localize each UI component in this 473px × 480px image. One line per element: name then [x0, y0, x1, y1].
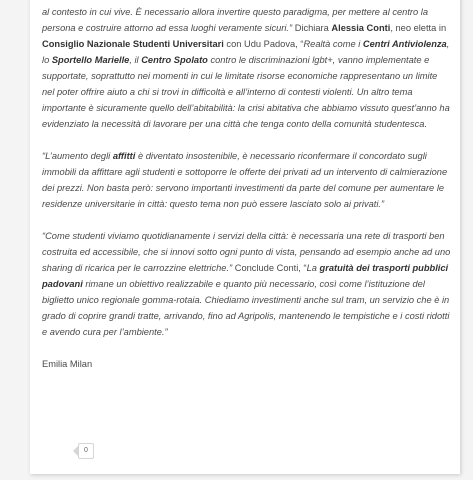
speaker-name: Alessia Conti	[331, 23, 391, 33]
text: , neo eletta in	[390, 23, 447, 33]
highlight: affitti	[112, 151, 136, 161]
text: con Udu Padova, “	[223, 39, 304, 49]
highlight: gratuità dei trasporti pubblici padovani	[42, 263, 449, 289]
organization-name: Consiglio Nazionale Studenti Universitari	[42, 39, 224, 49]
paragraph-1	[42, 4, 452, 132]
paragraph-3	[42, 228, 452, 340]
quote-text: Realtà come i Centri Antiviolenza, lo Sportello Marielle, il Centro Spolato contro le discriminazioni lgbt+, vanno implementate e supportate, soprattutto nei momenti in cui le limitate risorse economiche rappresentano un limite nel poter offrire aiuto a chi si trovi in difficoltà e all’interno di contesti violenti. Un altro tema importante è sicuramente quello dell’abitabilità: la crisi abitativa che abbiamo vissuto quest’anno ha evidenziato la necessità di lavorare per una città che tenga conto della comunità studentesca.	[42, 39, 450, 129]
quote-text: La gratuità dei trasporti pubblici padovani rimane un obiettivo realizzabile e quanto più necessario, così come l’istituzione del biglietto unico regionale gomma-rotaia. Chiediamo investimenti anche sul tram, un servizio che è in grado di coprire grandi tratte, arrivando, fino ad Agripolis, mantenendo le tempistiche e i costi ridotti e avendo cura per l’ambiente.”	[42, 263, 450, 337]
quote-text: “Come studenti viviamo quotidianamente i servizi della città: è necessaria una rete di trasporti ben costruita ed accessibile, che si innovi sotto ogni punto di vista, pensando ad esempio anche ad uno sharing di ricarica per le carrozzine elettriche.”	[42, 231, 451, 273]
highlight: Sportello Marielle	[51, 55, 130, 65]
paragraph-2	[42, 148, 452, 212]
quote-text: al contesto in cui vive. È necessario allora invertire questo paradigma, per mettere al centro la persona e costruire attorno ad essa luoghi veramente sicuri.”	[42, 7, 429, 33]
author-name: Emilia Milan	[42, 359, 93, 369]
share-counter[interactable]	[73, 443, 94, 459]
text: Conclude Conti, “	[232, 263, 307, 273]
text: Dichiara	[292, 23, 332, 33]
highlight: Centro Spolato	[141, 55, 208, 65]
share-count: 0	[78, 443, 94, 459]
highlight: Centri Antiviolenza	[362, 39, 447, 49]
quote-text: “L’aumento degli affitti è diventato insostenibile, è necessario riconfermare il concordato sugli immobili da affittare agli studenti e sottoporre le offerte dei privati ad un intervento di calmierazione dei prezzi. Non basta però: servono importanti investimenti da parte del comune per aumentare le residenze universitarie in città: questo tema non può essere lasciato solo ai privati.”	[42, 151, 448, 209]
article-body	[42, 4, 452, 372]
